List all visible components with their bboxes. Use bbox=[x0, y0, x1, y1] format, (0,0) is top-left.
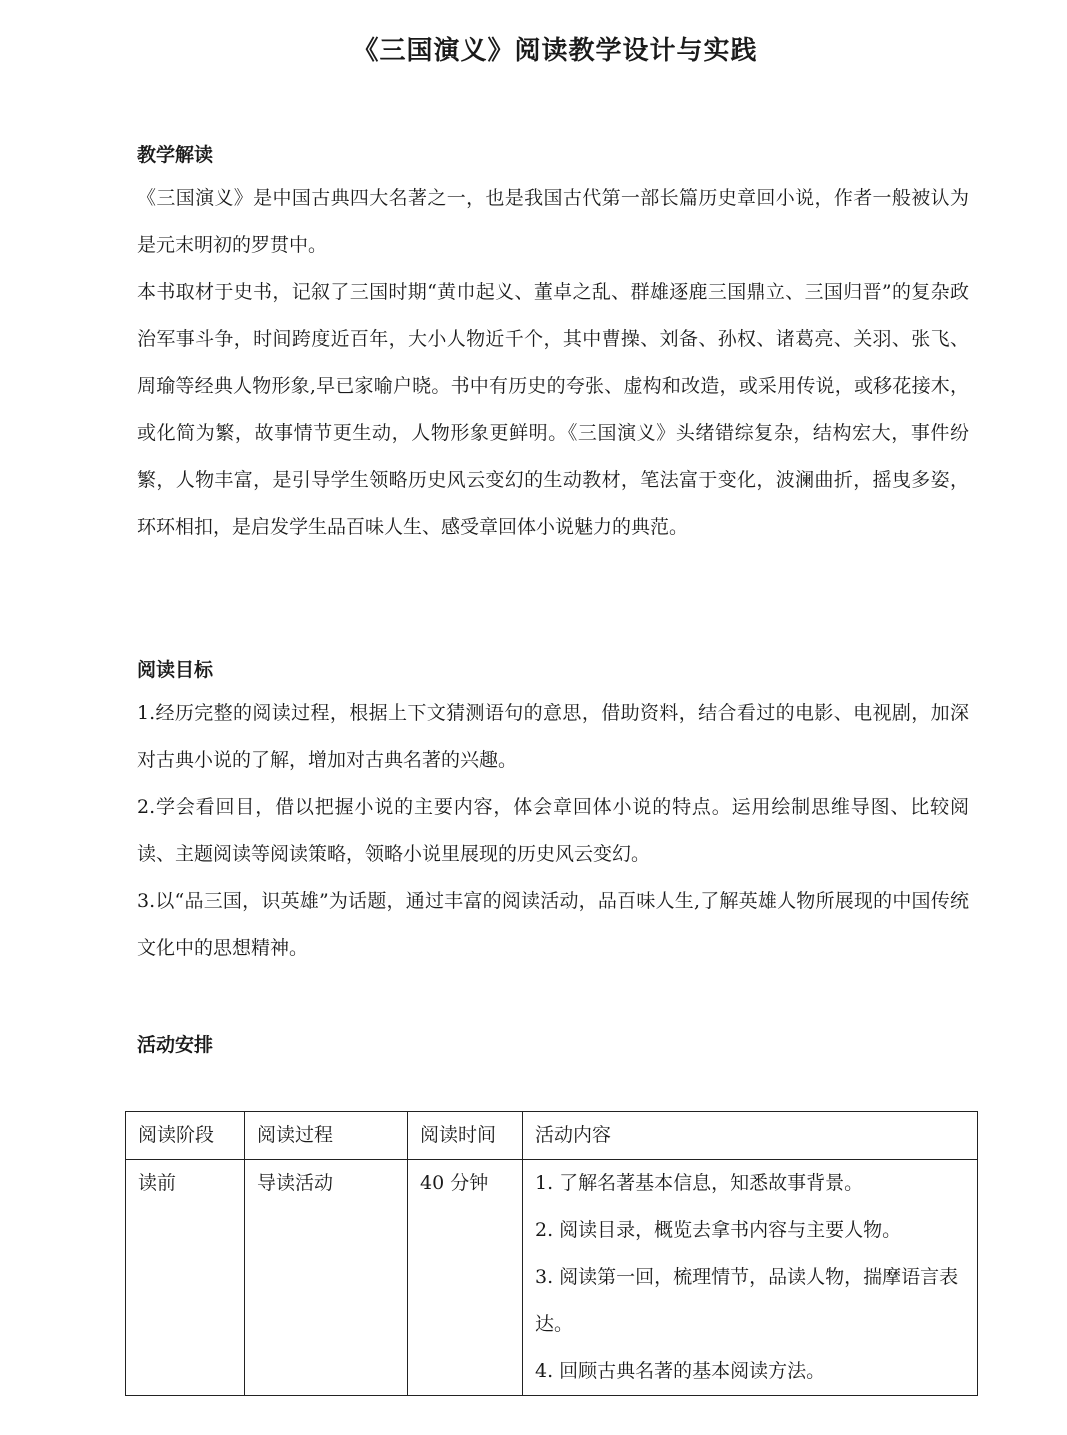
table-header-cell: 阅读时间 bbox=[408, 1112, 523, 1160]
table-header-cell: 活动内容 bbox=[523, 1112, 978, 1160]
table-header-row bbox=[126, 1112, 978, 1160]
table-row bbox=[126, 1160, 978, 1396]
table-cell-time: 40 分钟 bbox=[408, 1160, 523, 1396]
table-cell-process: 导读活动 bbox=[245, 1160, 408, 1396]
goal-item: 2.学会看回目，借以把握小说的主要内容，体会章回体小说的特点。运用绘制思维导图、比较阅读、主题阅读等阅读策略，领略小说里展现的历史风云变幻。 bbox=[137, 796, 969, 865]
table-header-cell: 阅读阶段 bbox=[126, 1112, 245, 1160]
goal-item: 1.经历完整的阅读过程，根据上下文猜测语句的意思，借助资料，结合看过的电影、电视剧，加深对古典小说的了解，增加对古典名著的兴趣。 bbox=[137, 702, 969, 771]
page-title: 《三国演义》阅读教学设计与实践 bbox=[352, 36, 758, 66]
section-heading-goals: 阅读目标 bbox=[137, 659, 214, 681]
teaching-paragraph: 《三国演义》是中国古典四大名著之一，也是我国古代第一部长篇历史章回小说，作者一般被认为是元末明初的罗贯中。 bbox=[137, 187, 969, 256]
table-cell-stage: 读前 bbox=[126, 1160, 245, 1396]
list-item: 2. 阅读目录，概览去拿书内容与主要人物。 bbox=[535, 1219, 902, 1241]
goal-item: 3.以“品三国，识英雄”为话题，通过丰富的阅读活动，品百味人生,了解英雄人物所展现的中国传统文化中的思想精神。 bbox=[137, 890, 969, 959]
activity-table bbox=[125, 1111, 978, 1396]
teaching-body bbox=[137, 175, 969, 551]
table-cell-content bbox=[523, 1160, 978, 1396]
activity-list bbox=[535, 1160, 977, 1395]
list-item: 4. 回顾古典名著的基本阅读方法。 bbox=[535, 1360, 826, 1382]
section-heading-activities: 活动安排 bbox=[137, 1034, 214, 1056]
list-item: 1. 了解名著基本信息，知悉故事背景。 bbox=[535, 1172, 864, 1194]
section-heading-teaching: 教学解读 bbox=[137, 144, 214, 166]
table-header-cell: 阅读过程 bbox=[245, 1112, 408, 1160]
goals-body bbox=[137, 690, 969, 972]
teaching-paragraph: 本书取材于史书，记叙了三国时期“黄巾起义、董卓之乱、群雄逐鹿三国鼎立、三国归晋”的复杂政治军事斗争，时间跨度近百年，大小人物近千个，其中曹操、刘备、孙权、诸葛亮、关羽、张飞、周瑜等经典人物形象,早已家喻户晓。书中有历史的夸张、虚构和改造，或采用传说，或移花接木，或化简为繁，故事情节更生动，人物形象更鲜明。《三国演义》头绪错综复杂，结构宏大，事件纷繁，人物丰富，是引导学生领略历史风云变幻的生动教材，笔法富于变化，波澜曲折，摇曳多姿，环环相扣，是启发学生品百味人生、感受章回体小说魅力的典范。 bbox=[137, 281, 969, 538]
list-item: 3. 阅读第一回，梳理情节，品读人物，揣摩语言表达。 bbox=[535, 1266, 959, 1335]
